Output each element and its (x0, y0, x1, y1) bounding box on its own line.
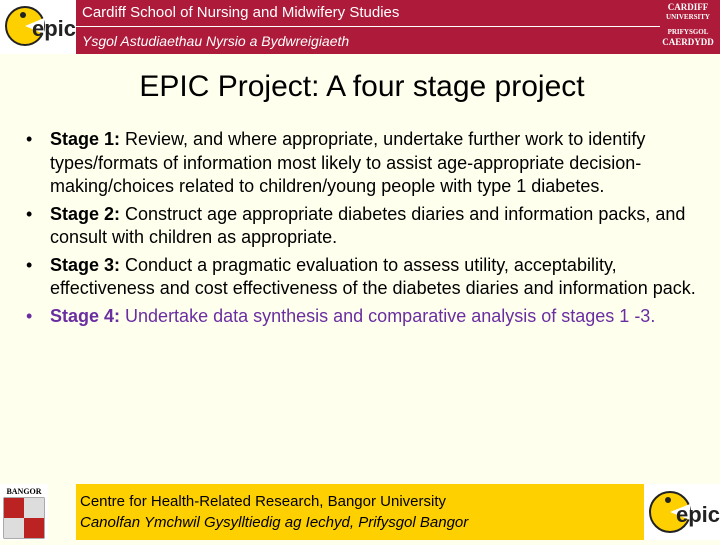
stage-label: Stage 2: (50, 203, 121, 224)
epic-logo-footer (644, 484, 720, 540)
epic-logo-text: epic (676, 502, 720, 527)
stage-text: Undertake data synthesis and comparative analysis of stages 1 -3. (120, 305, 656, 326)
bangor-university-logo (0, 484, 48, 540)
bullet: • (26, 129, 33, 149)
slide-title: EPIC Project: A four stage project (139, 70, 585, 103)
stage-item (20, 254, 700, 301)
epic-logo-text: epic (32, 16, 76, 41)
uni-logo-line: CAERDYDD (662, 37, 714, 47)
footer-centre-name: Centre for Health-Related Research, Bangor University (80, 493, 446, 510)
stage-text: Construct age appropriate diabetes diaries and information packs, and consult with children as appropriate. (50, 203, 686, 247)
bullet: • (26, 254, 33, 275)
footer-band (76, 484, 644, 540)
cardiff-university-logo (660, 2, 716, 52)
bullet: • (26, 305, 33, 326)
bangor-logo-text: BANGOR (6, 487, 42, 496)
header-divider (76, 26, 660, 27)
header-band-welsh (76, 27, 720, 54)
stage-label: Stage 3: (50, 254, 121, 275)
uni-logo-line: UNIVERSITY (666, 13, 710, 21)
stage-text: Review, and where appropriate, undertake further work to identify types/formats of information most likely to assist age-appropriate decision-making/choices related to children/young people with type 1 diabetes. (50, 129, 646, 196)
header-school-name-welsh: Ysgol Astudiaethau Nyrsio a Bydwreigiaeth (82, 33, 350, 49)
header-school-name: Cardiff School of Nursing and Midwifery Studies (82, 4, 400, 21)
bullet: • (26, 203, 33, 224)
stage-label: Stage 4: (50, 305, 121, 326)
epic-logo-header (0, 0, 76, 54)
stage-label: Stage 1: (50, 129, 121, 149)
uni-logo-line: PRIFYSGOL (667, 28, 709, 36)
stage-item (20, 305, 700, 329)
footer-centre-name-welsh: Canolfan Ymchwil Gysylltiedig ag Iechyd, Prifysgol Bangor (80, 514, 469, 531)
uni-logo-line: CARDIFF (667, 2, 709, 12)
header-band-english (76, 0, 720, 27)
stage-item (20, 203, 700, 250)
stage-text: Conduct a pragmatic evaluation to assess utility, acceptability, effectiveness and cost effectiveness of the diabetes diaries and information pack. (50, 254, 696, 298)
stage-item (20, 128, 700, 199)
stage-list (20, 128, 700, 332)
